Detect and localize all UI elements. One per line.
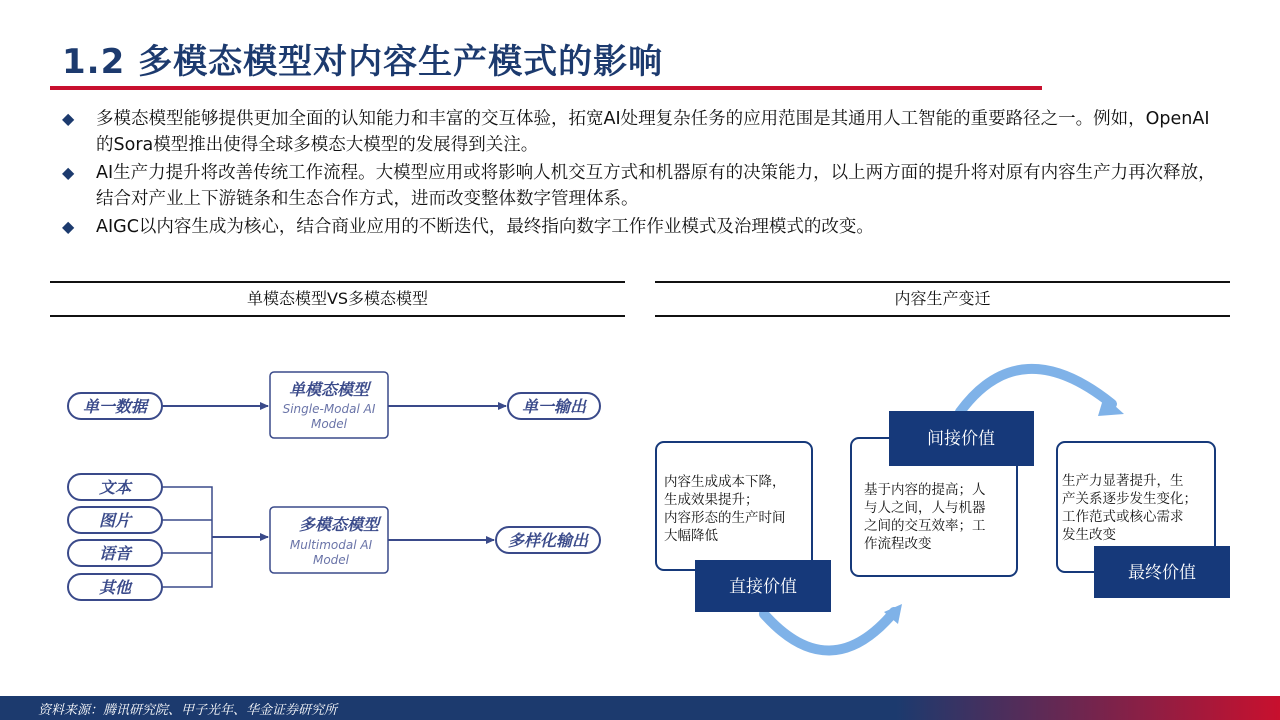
diamond-icon: ◆ (62, 109, 75, 128)
svg-text:语音: 语音 (98, 544, 132, 563)
multi-model-node (270, 507, 388, 573)
single-output-label: 单一输出 (521, 397, 587, 416)
svg-text:文本: 文本 (98, 478, 132, 497)
bullet-text: 多模态模型能够提供更加全面的认知能力和丰富的交互体验，拓宽AI处理复杂任务的应用范围是其通用人工智能的重要路径之一。例如，OpenAI的Sora模型推出使得全球多模态大模型的发展得到关注。 (96, 109, 1210, 155)
single-model-en1: Single-Modal AI (282, 402, 376, 416)
svg-text:生产力显著提升，生 产关系逐步发生变化；: 生产力显著提升，生 产关系逐步发生变化； 工作范式或核心需求 发生改变 (1062, 473, 1197, 543)
single-output-node (508, 393, 600, 419)
single-input-node (68, 393, 162, 419)
direct-value-label: 直接价值 (729, 577, 797, 597)
left-panel-title: 单模态模型VS多模态模型 (50, 281, 625, 317)
multi-model-en1: Multimodal AI (289, 538, 373, 552)
bracket-connector (162, 487, 212, 587)
single-model-en2: Model (310, 417, 348, 431)
svg-text:基于内容的提高；人 与人之间，人与机器: 基于内容的提高；人 与人之间，人与机器 之间的交互效率；工 作流程改变 (864, 482, 986, 552)
indirect-value-card (851, 411, 1034, 576)
single-model-node (270, 372, 388, 438)
bullet-text: AIGC以内容生成为核心，结合商业应用的不断迭代，最终指向数字工作作业模式及治理模式的改变。 (96, 217, 874, 237)
page-title: 1.2 多模态模型对内容生产模式的影响 (62, 42, 664, 82)
multi-model-label: 多模态模型 (298, 515, 380, 534)
source-note: 资料来源：腾讯研究院、甲子光年、华金证券研究所 (38, 703, 338, 718)
diamond-icon: ◆ (62, 217, 75, 236)
right-panel-title: 内容生产变迁 (655, 281, 1230, 317)
single-input-label: 单一数据 (82, 397, 148, 416)
multi-model-en2: Model (312, 553, 350, 567)
svg-text:图片: 图片 (98, 511, 132, 530)
multi-output-label: 多样化输出 (507, 531, 589, 550)
diamond-icon: ◆ (62, 163, 75, 182)
curved-arrow-top (960, 369, 1112, 412)
final-value-label: 最终价值 (1128, 563, 1196, 583)
multi-input-image (68, 507, 162, 533)
multi-output-node (496, 527, 600, 553)
single-model-label: 单模态模型 (288, 380, 370, 399)
bullet-text: AI生产力提升将改善传统工作流程。大模型应用或将影响人机交互方式和机器原有的决策能力，以上两方面的提升将对原有内容生产力再次释放，结合对产业上下游链条和生态合作方式，进而改变整体数字管理体系。 (96, 163, 1216, 209)
svg-text:内容生成成本下降， 生成效果提升；: 内容生成成本下降， 生成效果提升； 内容形态的生产时间 大幅降低 (664, 474, 786, 544)
curved-arrow-bottom (764, 612, 894, 651)
direct-value-card (656, 442, 831, 612)
multi-input-text (68, 474, 162, 500)
multi-input-other (68, 574, 162, 600)
final-value-card (1057, 442, 1230, 598)
indirect-value-label: 间接价值 (927, 429, 995, 449)
multi-input-voice (68, 540, 162, 566)
svg-text:其他: 其他 (98, 578, 132, 597)
